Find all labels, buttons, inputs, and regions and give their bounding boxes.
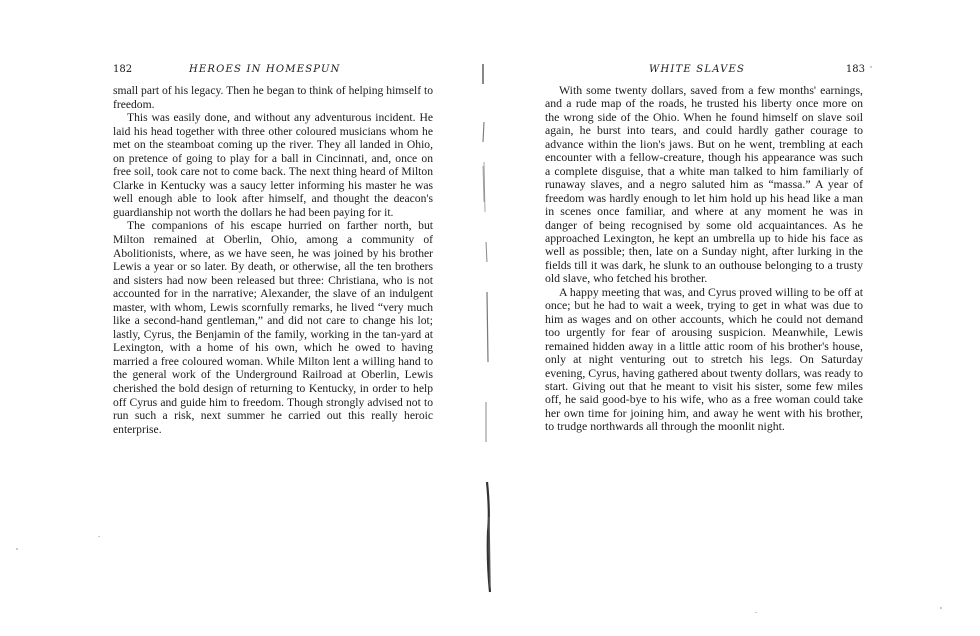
paper-speck bbox=[16, 548, 18, 550]
book-gutter bbox=[478, 62, 498, 602]
left-page-number: 182 bbox=[113, 64, 133, 75]
right-paragraph-2: A happy meeting that was, and Cyrus proved willing to be off at once; but he had to wait a week, trying to get in what was due to him as wages and on other accounts, which he could not demand too urgently for fear of arousing suspicion. Meanwhile, Lewis remained hidden away in a little attic room of his brother's house, only at night venturing out to stretch his legs. On Saturday evening, Cyrus, having gathered about twenty dollars, was ready to start. Giving out that he meant to visit his sister, some few miles off, he said good-bye to his wife, who as a free woman could take her own time for joining him, and away he went with his brother, to trudge northwards all through the moonlit night. bbox=[545, 284, 863, 434]
gutter-shadow-line bbox=[478, 62, 498, 602]
right-page-number: 183 bbox=[845, 64, 865, 75]
paper-speck bbox=[870, 66, 872, 68]
left-running-head bbox=[113, 63, 433, 77]
right-running-title: WHITE SLAVES bbox=[649, 64, 746, 75]
right-paragraph-1: With some twenty dollars, saved from a few months' earnings, and a rude map of the roads, he trusted his liberty once more on the wrong side of the Ohio. When he found himself on slave soil again, he burst into tears, and could hardly gather courage to advance within the lion's jaws. But on he went, trembling at each encounter with a fellow-creature, though his appearance was such a complete disguise, that a white man talked to him familiarly of runaway slaves, and a negro saluted him as “massa.” A year of freedom was hardly enough to let him hold up his head like a man in scenes once familiar, and where at any moment he was in danger of being recognised by some old acquaintances. As he approached Lexington, he kept an umbrella up to hide his face as well as possible; then, late on a Sunday night, after lurking in the fields till it was dark, he slunk to an outhouse belonging to a trusty old slave, who fetched his brother. bbox=[545, 83, 863, 286]
left-paragraph-1: small part of his legacy. Then he began to think of helping himself to freedom. bbox=[113, 84, 433, 111]
left-running-title: HEROES IN HOMESPUN bbox=[189, 64, 341, 75]
left-text-body bbox=[113, 84, 433, 436]
right-running-head bbox=[545, 63, 863, 77]
right-text-body bbox=[545, 84, 863, 434]
paper-speck bbox=[940, 607, 942, 609]
paper-speck bbox=[98, 536, 100, 537]
left-paragraph-3: The companions of his escape hurried on farther north, but Milton remained at Oberlin, Ohio, among a community of Abolitionists, where, as we have seen, he was joined by his brother Lewis a year or so later. By death, or otherwise, all the ten brothers and sisters had now been released but three: Christiana, who is not accounted for in the narrative; Alexander, the slave of an indulgent master, with whom, Lewis scornfully remarks, he lived “very much like a second-hand gentleman,” and did not care to change his lot; lastly, Cyrus, the Benjamin of the family, working in the tan-yard at Lexington, with a home of his own, which he owed to having married a free coloured woman. While Milton lent a willing hand to the general work of the Underground Railroad at Oberlin, Lewis cherished the bold design of returning to Kentucky, in order to help off Cyrus and guide him to freedom. Though strongly advised not to run such a risk, next summer he carried out this really heroic enterprise. bbox=[113, 219, 433, 436]
left-paragraph-2: This was easily done, and without any adventurous incident. He laid his head together with three other coloured musicians whom he met on the steamboat coming up the river. They all landed in Ohio, on pretence of going to play for a ball in Cincinnati, and, once on free soil, took care not to come back. The next thing heard of Milton Clarke in Kentucky was a saucy letter informing his master he was well enough able to look after himself, and thought the deacon's guardianship not worth the dollars he had been paying for it. bbox=[113, 111, 433, 219]
paper-speck bbox=[755, 612, 757, 613]
